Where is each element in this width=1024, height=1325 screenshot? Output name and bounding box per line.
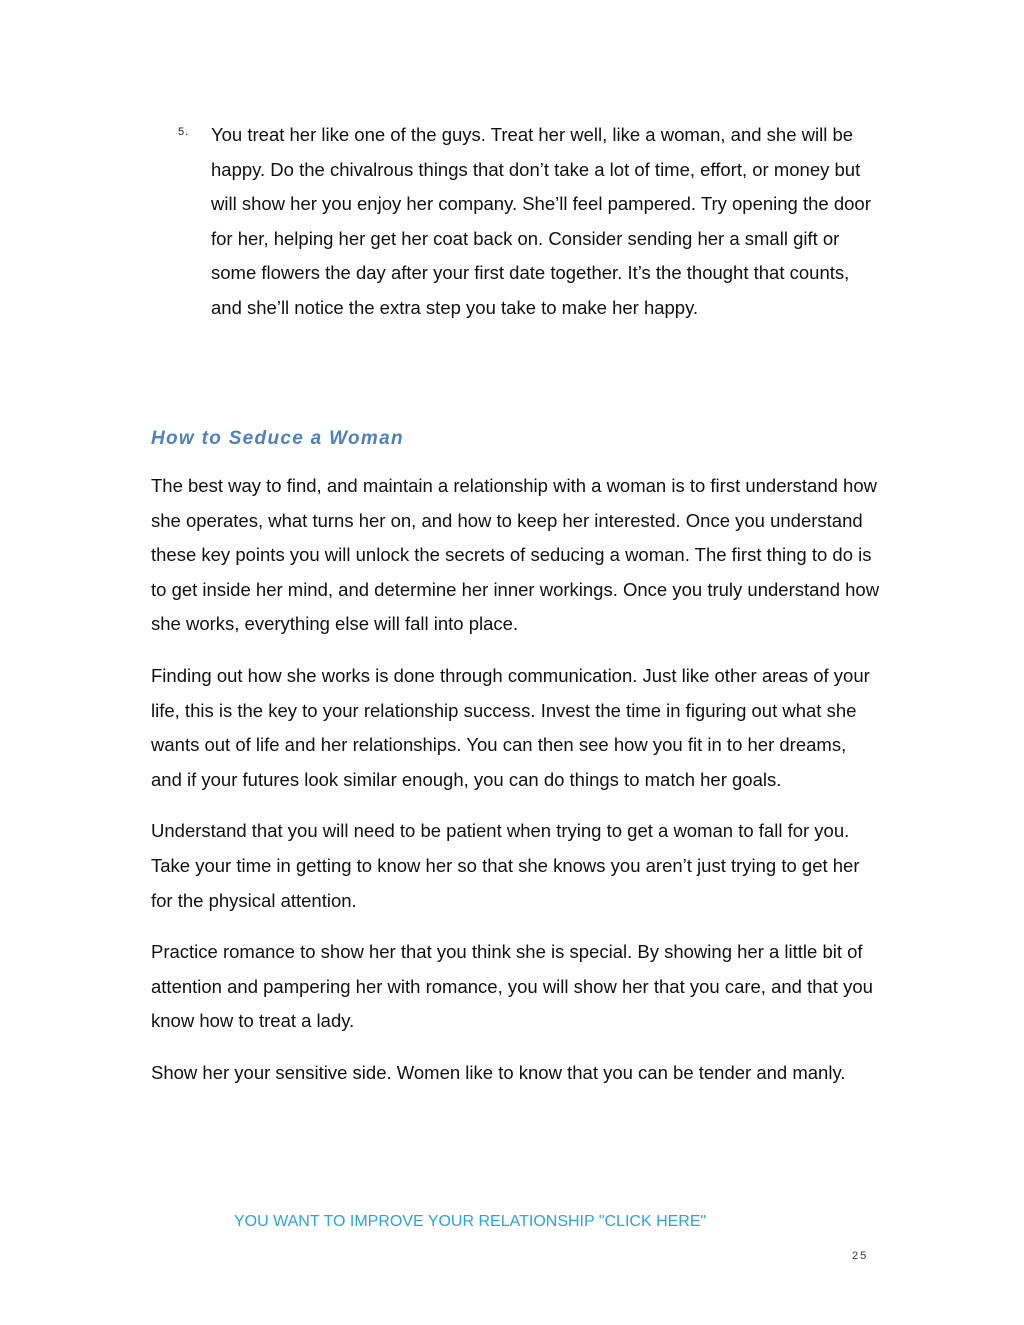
body-paragraph: Finding out how she works is done through communication. Just like other areas of your life, this is the key to your relationship success. Invest the time in figuring out what she wants out of life and her relationships. You can then see how you fit in to her dreams, and if your futures look similar enough, you can do things to match her goals.	[151, 664, 870, 790]
list-item-text: You treat her like one of the guys. Treat her well, like a woman, and she will be happy. Do the chivalrous things that don’t take a lot of time, effort, or money but will show her you enjoy her company. She’ll feel pampered. Try opening the door for her, helping her get her coat back on. Consider sending her a small gift or some flowers the day after your first date together. It’s the thought that counts, and she’ll notice the extra step you take to make her happy.	[211, 124, 871, 318]
page-number: 25	[852, 1250, 869, 1262]
body-paragraph: Understand that you will need to be patient when trying to get a woman to fall for you. Take your time in getting to know her so that she knows you aren’t just trying to get her for the physical attention.	[151, 820, 860, 911]
promo-link[interactable]: YOU WANT TO IMPROVE YOUR RELATIONSHIP "CLICK HERE"	[234, 1213, 707, 1230]
list-item-number: 5.	[178, 126, 190, 138]
section-body	[151, 469, 881, 1108]
body-paragraph: Show her your sensitive side. Women like to know that you can be tender and manly.	[151, 1061, 846, 1083]
body-paragraph: The best way to find, and maintain a relationship with a woman is to first understand how she operates, what turns her on, and how to keep her interested. Once you understand these key points you will unlock the secrets of seducing a woman. The first thing to do is to get inside her mind, and determine her inner workings. Once you truly understand how she works, everything else will fall into place.	[151, 475, 880, 635]
section-heading: How to Seduce a Woman	[151, 428, 404, 449]
body-paragraph: Practice romance to show her that you think she is special. By showing her a little bit of attention and pampering her with romance, you will show her that you care, and that you know how to treat a lady.	[151, 941, 873, 1032]
